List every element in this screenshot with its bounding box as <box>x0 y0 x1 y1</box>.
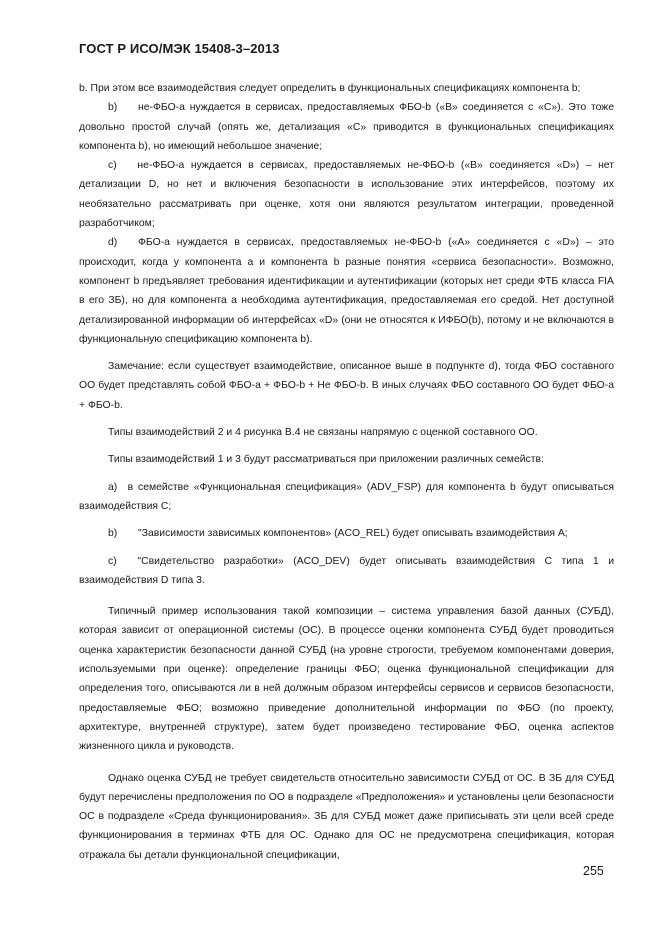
note-paragraph: Замечание: если существует взаимодействие, описанное выше в подпункте d), тогда ФБО составного ОО будет представлять собой ФБО-а + ФБО-b + Не ФБО-b. В иных случаях ФБО составного ОО будет ФБО-а + ФБО-b. <box>79 361 614 411</box>
document-body <box>79 79 614 865</box>
list-item-c: c) "Свидетельство разработки» (ACO_DEV) будет описывать взаимодействия С типа 1 и взаимодействия D типа 3. <box>79 555 614 586</box>
document-header: ГОСТ Р ИСО/МЭК 15408-3–2013 <box>79 41 280 56</box>
paragraph: Типы взаимодействий 1 и 3 будут рассматриваться при приложении различных семейств: <box>108 454 544 466</box>
list-item-b: b) "Зависимости зависимых компонентов» (ACO_REL) будет описывать взаимодействия А; <box>108 528 568 540</box>
page-number: 255 <box>583 864 604 878</box>
paragraph: Типы взаимодействий 2 и 4 рисунка В.4 не связаны напрямую с оценкой составного ОО. <box>108 427 538 439</box>
paragraph: Типичный пример использования такой композиции – система управления базой данных (СУБД), которая зависит от операционной системы (ОС). В процессе оценки компонента СУБД будет проводиться оценка характеристик безопасности данной СУБД (на уровне строгости, требуемом компонентами доверия, используемыми при оценке): определение границы ФБО; оценка функциональной спецификации для определения того, описываются ли в ней должным образом интерфейсы сервисов и сервисов безопасности, предоставляемые ФБО; возможно приведение дополнительной информации по ФБО (по проекту, архитектуре, внутренней структуре), затем будет произведено тестирование ФБО, оценка аспектов жизненного цикла и руководств. <box>79 606 614 753</box>
list-item-c: c) не-ФБО-а нуждается в сервисах, предоставляемых не-ФБО-b («В» соединяется «D») – нет детализации D, но нет и включения безопасности в использование этих интерфейсов, поэтому их необязательно рассматривать при оценке, хотя они являются результатом интеграции, проведенной разработчиком; <box>79 160 614 230</box>
list-item-a: а) в семействе «Функциональная спецификация» (ADV_FSP) для компонента b будут описываться взаимодействия С; <box>79 481 614 512</box>
paragraph: Однако оценка СУБД не требует свидетельств относительно зависимости СУБД от ОС. В ЗБ для СУБД будут перечислены предположения по ОО в подразделе «Предположения» и установлены цели безопасности ОС в подразделе «Среда функционирования». ЗБ для СУБД может даже приписывать эти цели всей среде функционирования в терминах ФТБ для ОС. Однако для ОС не предусмотрена спецификация, которая отражала бы детали функциональной спецификации, <box>79 772 614 861</box>
paragraph: b. При этом все взаимодействия следует определить в функциональных спецификациях компонента b; <box>79 83 581 94</box>
list-item-b: b) не-ФБО-а нуждается в сервисах, предоставляемых ФБО-b («В» соединяется с «С»). Это тоже довольно простой случай (опять же, детализация «С» приводится в функциональных спецификациях компонента b), но имеющий небольшое значение; <box>79 102 614 152</box>
list-item-d: d) ФБО-а нуждается в сервисах, предоставляемых не-ФБО-b («А» соединяется с «D») – это происходит, когда у компонента а и компонента b разные понятия «сервиса безопасности». Возможно, компонент b предъявляет требования идентификации и аутентификации (которых нет среди ФТБ класса FIA в его ЗБ), но для компонента а необходима аутентификация, предоставляемая его средой. Нет доступной детализированной информации об интерфейсах «D» (они не относятся к ИФБО(b), потому и не включаются в функциональную спецификацию компонента b). <box>79 237 614 345</box>
